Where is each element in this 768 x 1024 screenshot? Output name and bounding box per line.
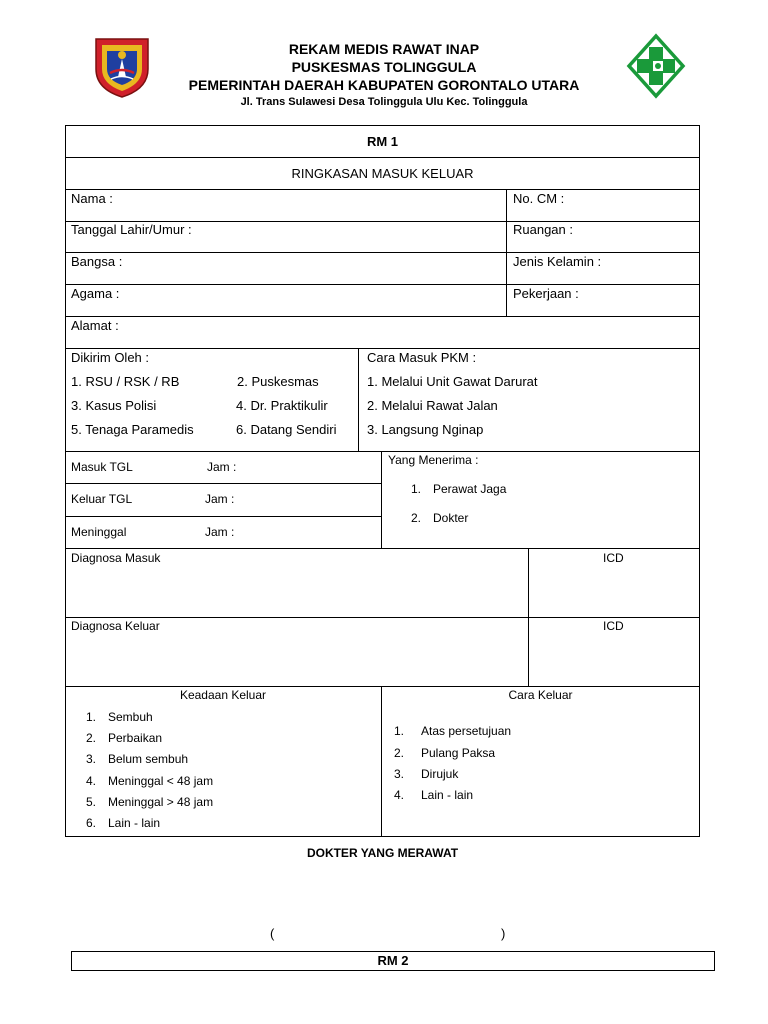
cara-keluar-num: 3. (394, 767, 405, 781)
keadaan-num: 5. (86, 795, 97, 809)
cara-keluar-label: Cara Keluar (508, 688, 573, 702)
cara-masuk-item: 3. Langsung Nginap (367, 422, 484, 437)
keadaan-num: 6. (86, 816, 97, 830)
keadaan-num: 4. (86, 774, 97, 788)
penerima-num: 2. (411, 511, 422, 525)
keadaan-item: Lain - lain (108, 816, 161, 830)
jam-label: Jam : (205, 492, 235, 506)
cara-masuk-label: Cara Masuk PKM : (367, 350, 477, 365)
keadaan-item: Meninggal < 48 jam (108, 774, 214, 788)
ruangan-label: Ruangan : (513, 222, 573, 237)
tanggal-lahir-label: Tanggal Lahir/Umur : (71, 222, 192, 237)
keadaan-num: 1. (86, 710, 97, 724)
diagnosa-masuk-label: Diagnosa Masuk (71, 551, 161, 565)
header-title: REKAM MEDIS RAWAT INAP (288, 41, 480, 57)
cara-keluar-num: 2. (394, 746, 405, 760)
keluar-tgl-label: Keluar TGL (71, 492, 133, 506)
signature-open-paren: ( (270, 926, 275, 941)
icd-label: ICD (603, 551, 624, 565)
cara-keluar-item: Lain - lain (421, 788, 474, 802)
keadaan-item: Meninggal > 48 jam (108, 795, 214, 809)
cara-keluar-item: Pulang Paksa (421, 746, 496, 760)
dikirim-item: 1. RSU / RSK / RB (71, 374, 180, 389)
keadaan-num: 2. (86, 731, 97, 745)
dikirim-item: 5. Tenaga Paramedis (71, 422, 194, 437)
form-subtitle: RINGKASAN MASUK KELUAR (291, 166, 474, 181)
cara-keluar-item: Dirujuk (421, 767, 459, 781)
keadaan-item: Belum sembuh (108, 752, 189, 766)
cara-keluar-num: 1. (394, 724, 405, 738)
diagnosa-keluar-label: Diagnosa Keluar (71, 619, 160, 633)
keadaan-keluar-label: Keadaan Keluar (179, 688, 267, 702)
dikirim-item: 4. Dr. Praktikulir (236, 398, 328, 413)
header-puskesmas: PUSKESMAS TOLINGGULA (291, 59, 477, 75)
dikirim-label: Dikirim Oleh : (71, 350, 150, 365)
icd-label: ICD (603, 619, 624, 633)
no-cm-label: No. CM : (513, 191, 565, 206)
dikirim-item: 6. Datang Sendiri (236, 422, 337, 437)
penerima-label: Yang Menerima : (388, 453, 479, 467)
cara-masuk-item: 2. Melalui Rawat Jalan (367, 398, 498, 413)
cara-masuk-item: 1. Melalui Unit Gawat Darurat (367, 374, 538, 389)
agama-label: Agama : (71, 286, 120, 301)
cara-keluar-num: 4. (394, 788, 405, 802)
form-title: RM 1 (366, 134, 399, 149)
bangsa-label: Bangsa : (71, 254, 123, 269)
header-address: Jl. Trans Sulawesi Desa Tolinggula Ulu Kec. Tolinggula (240, 96, 528, 108)
pekerjaan-label: Pekerjaan : (513, 286, 579, 301)
alamat-label: Alamat : (71, 318, 119, 333)
cara-keluar-item: Atas persetujuan (421, 724, 512, 738)
dikirim-item: 3. Kasus Polisi (71, 398, 157, 413)
jenis-kelamin-label: Jenis Kelamin : (513, 254, 602, 269)
masuk-tgl-label: Masuk TGL (71, 460, 133, 474)
signature-close-paren: ) (501, 926, 506, 941)
header-pemda: PEMERINTAH DAERAH KABUPATEN GORONTALO UTARA (188, 77, 580, 93)
nama-label: Nama : (71, 191, 113, 206)
jam-label: Jam : (207, 460, 237, 474)
jam-label: Jam : (205, 525, 235, 539)
signature-title: DOKTER YANG MERAWAT (306, 846, 459, 860)
penerima-item: Dokter (433, 511, 469, 525)
rm2-title: RM 2 (377, 953, 409, 968)
penerima-num: 1. (411, 482, 422, 496)
keadaan-item: Perbaikan (108, 731, 163, 745)
penerima-item: Perawat Jaga (433, 482, 507, 496)
keadaan-num: 3. (86, 752, 97, 766)
keadaan-item: Sembuh (108, 710, 153, 724)
dikirim-item: 2. Puskesmas (237, 374, 319, 389)
meninggal-label: Meninggal (71, 525, 127, 539)
